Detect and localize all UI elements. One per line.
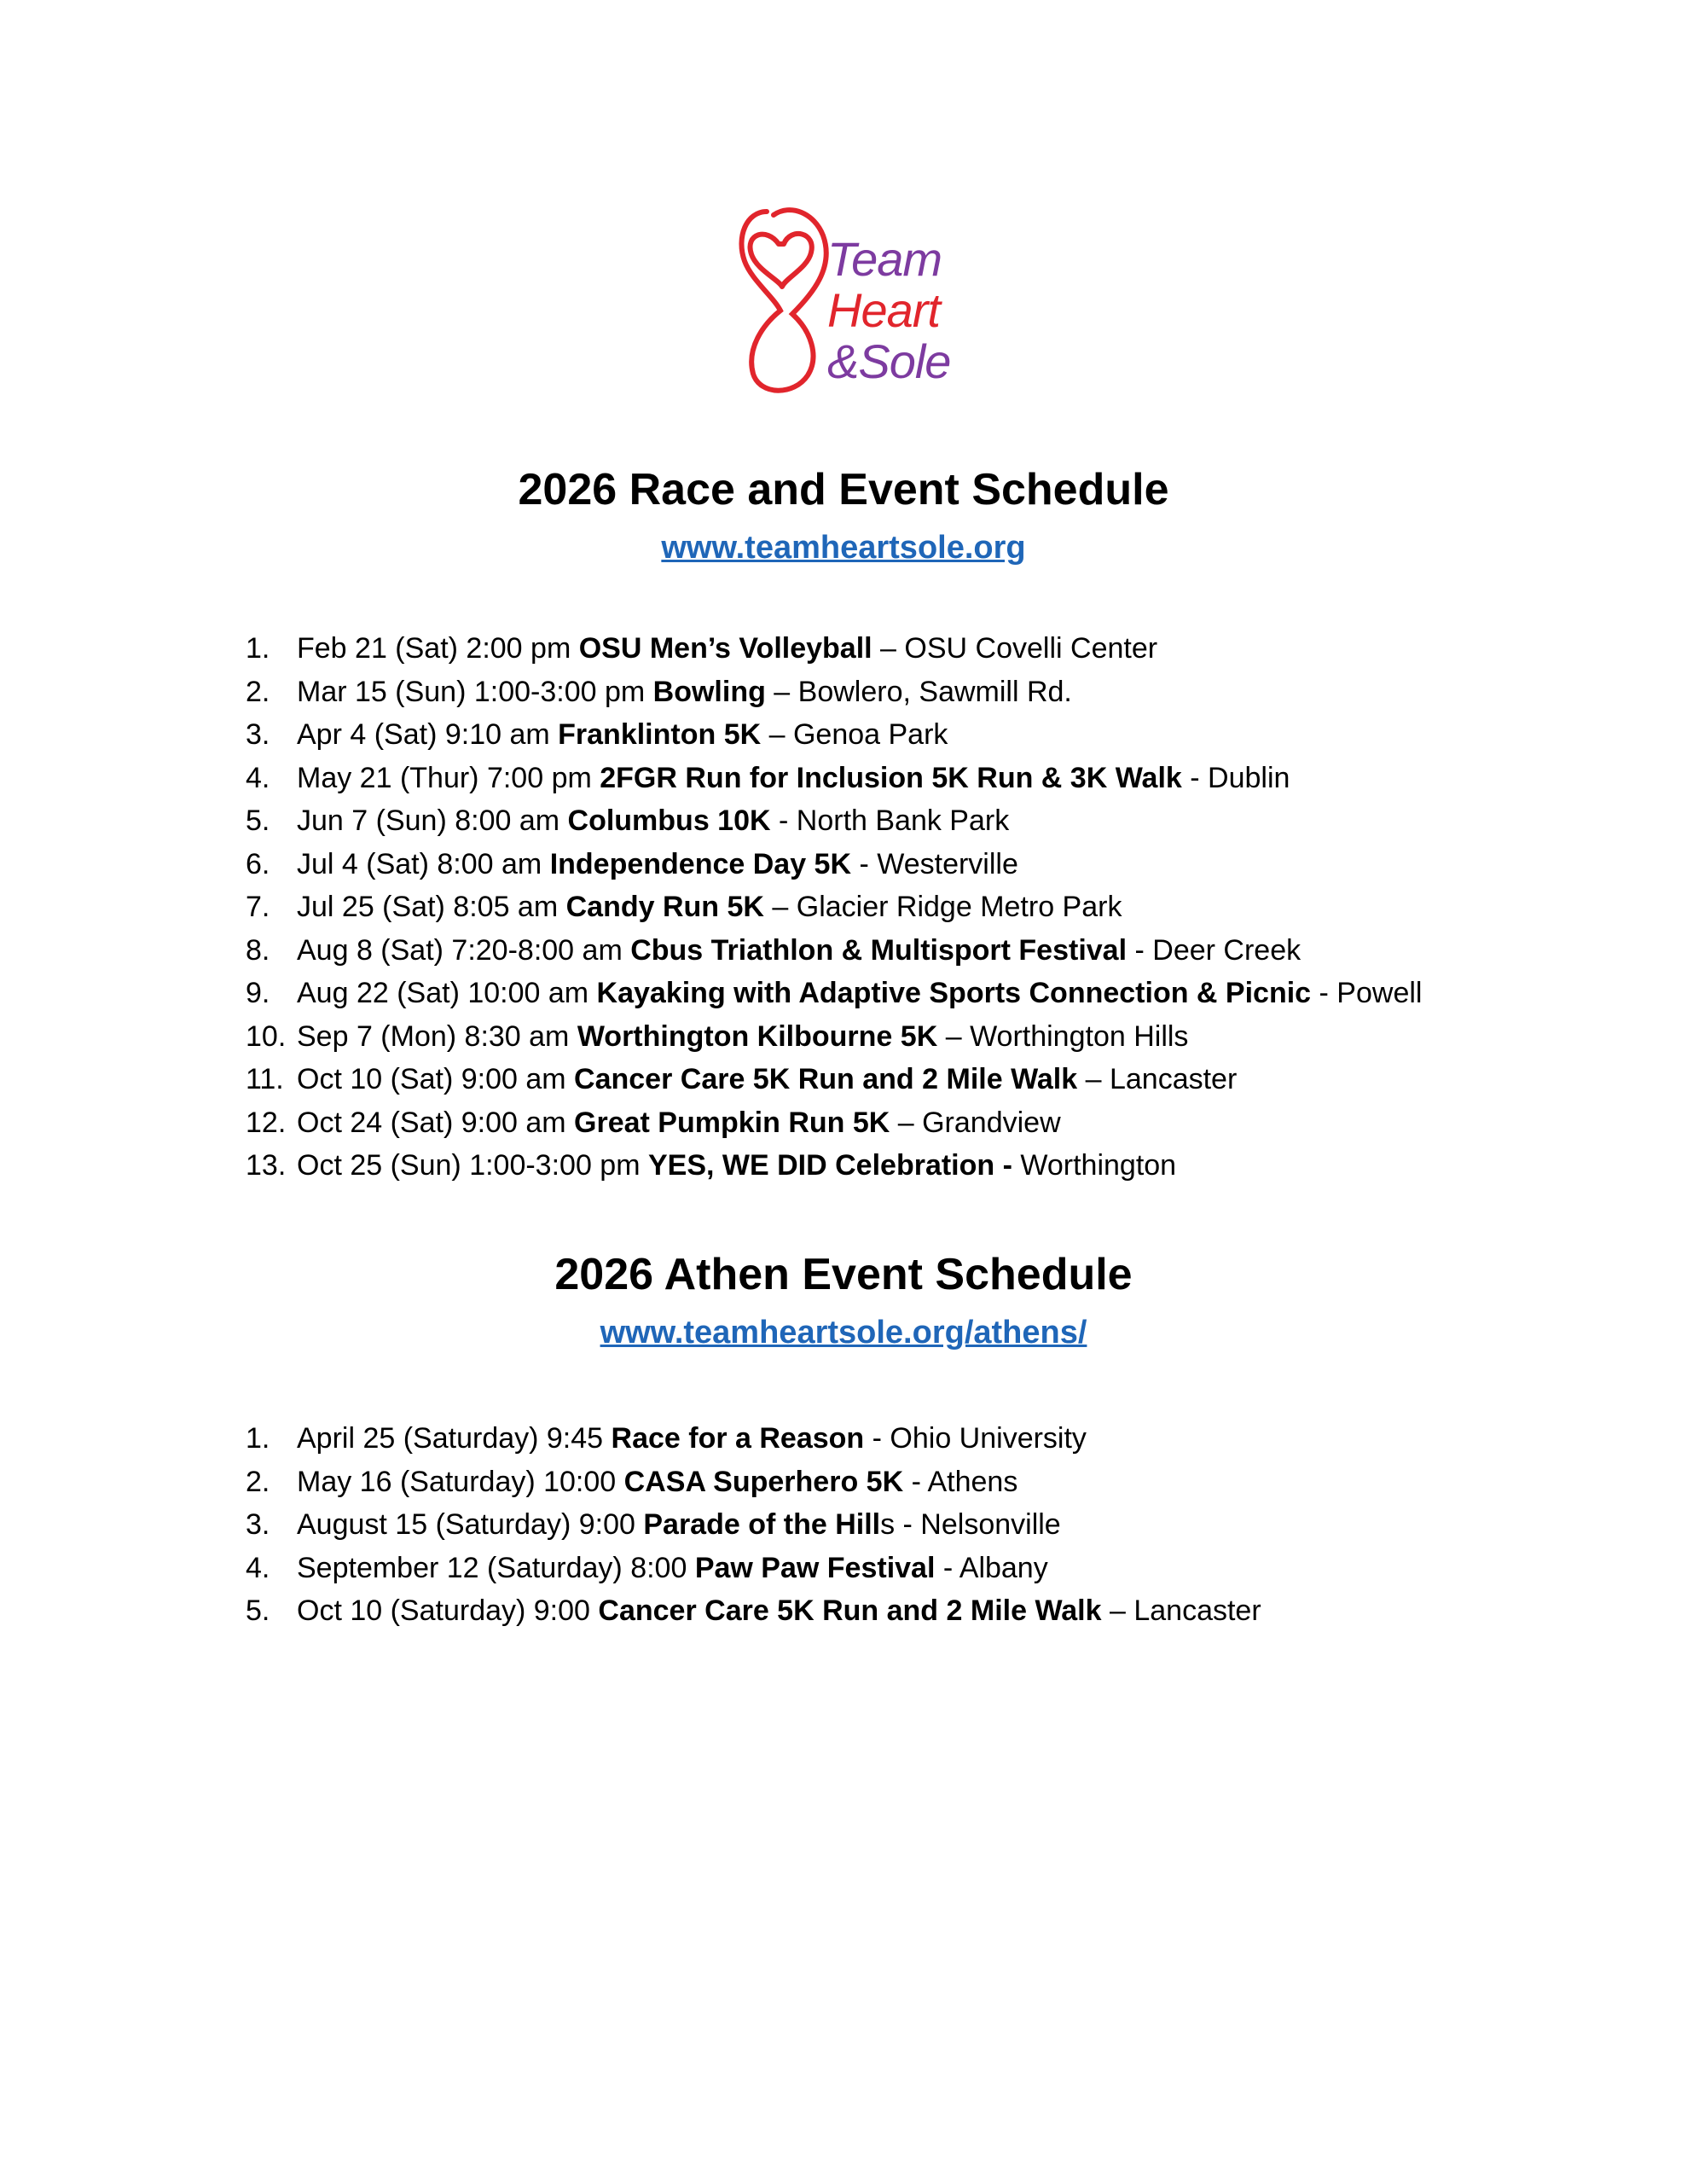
event-date-time: Oct 10 (Saturday) 9:00 <box>297 1594 599 1627</box>
list-item-number: 1. <box>246 1422 270 1455</box>
event-date-time: Jun 7 (Sun) 8:00 am <box>297 804 568 837</box>
list-item-text <box>297 627 1157 671</box>
list-item-number: 1. <box>246 632 270 665</box>
event-name: Columbus 10K <box>567 804 771 837</box>
event-date-time: Oct 10 (Sat) 9:00 am <box>297 1063 575 1095</box>
athens-event-list <box>246 1417 1644 1633</box>
event-name: Worthington Kilbourne 5K <box>577 1019 938 1053</box>
list-item-number: 13. <box>246 1149 287 1182</box>
team-heart-sole-logo <box>729 195 977 399</box>
event-date-time: September 12 (Saturday) 8:00 <box>297 1551 695 1584</box>
event-date-time: Apr 4 (Sat) 9:10 am <box>297 718 559 751</box>
event-date-time: Feb 21 (Sat) 2:00 pm <box>297 632 579 665</box>
logo-line-sole: &Sole <box>827 334 951 388</box>
event-location: – OSU Covelli Center <box>872 632 1158 665</box>
event-location: - Deer Creek <box>1127 933 1301 967</box>
list-item-text <box>297 757 1290 800</box>
list-item-number: 6. <box>246 847 270 880</box>
event-location: Worthington <box>1012 1149 1177 1182</box>
list-item-text <box>297 1058 1237 1101</box>
athens-schedule-link-wrap <box>0 1313 1687 1352</box>
list-item-text <box>297 1144 1176 1188</box>
event-date-time: May 21 (Thur) 7:00 pm <box>297 761 600 794</box>
event-name: Kayaking with Adaptive Sports Connection & Picnic <box>596 977 1312 1009</box>
logo-wordmark <box>827 232 951 389</box>
event-location: - Ohio University <box>864 1422 1087 1455</box>
race-event-list <box>246 627 1644 1188</box>
list-item-number: 11. <box>246 1063 284 1095</box>
list-item-text <box>297 929 1301 973</box>
event-location: – Bowlero, Sawmill Rd. <box>765 675 1072 708</box>
list-item-text <box>297 1547 1048 1590</box>
list-item-number: 4. <box>246 1551 270 1584</box>
event-name: Parade of the Hill <box>643 1508 881 1541</box>
event-name: OSU Men’s Volleyball <box>578 632 872 665</box>
list-item-number: 2. <box>246 1465 270 1498</box>
list-item-number: 9. <box>246 977 270 1009</box>
list-item-number: 7. <box>246 891 270 923</box>
list-item <box>246 713 1644 757</box>
list-item-number: 2. <box>246 675 270 708</box>
event-date-time: May 16 (Saturday) 10:00 <box>297 1465 624 1498</box>
list-item <box>246 627 1644 671</box>
logo-line-team: Team <box>827 232 942 286</box>
teamheartsole-website-link[interactable]: www.teamheartsole.org <box>661 530 1026 566</box>
list-item <box>246 1101 1644 1145</box>
list-item-text <box>297 1015 1188 1059</box>
event-name: Cbus Triathlon & Multisport Festival <box>630 933 1128 967</box>
event-location: – Genoa Park <box>761 718 948 751</box>
event-date-time: Oct 24 (Sat) 9:00 am <box>297 1106 575 1139</box>
list-item-number: 8. <box>246 933 270 967</box>
list-item <box>246 1589 1644 1633</box>
event-name: Race for a Reason <box>611 1422 865 1455</box>
event-date-time: Sep 7 (Mon) 8:30 am <box>297 1019 577 1053</box>
event-date-time: Jul 25 (Sat) 8:05 am <box>297 891 566 923</box>
list-item <box>246 671 1644 714</box>
event-location: – Grandview <box>890 1106 1061 1139</box>
list-item-text <box>297 799 1009 843</box>
event-date-time: Aug 22 (Sat) 10:00 am <box>297 977 597 1009</box>
event-location: s - Nelsonville <box>880 1508 1061 1541</box>
event-date-time: Mar 15 (Sun) 1:00-3:00 pm <box>297 675 653 708</box>
race-schedule-link-wrap <box>0 528 1687 567</box>
event-name: 2FGR Run for Inclusion 5K Run & 3K Walk <box>600 761 1182 794</box>
event-location: - Westerville <box>851 847 1018 880</box>
list-item <box>246 1547 1644 1590</box>
list-item <box>246 1058 1644 1101</box>
list-item <box>246 1503 1644 1547</box>
list-item <box>246 886 1644 929</box>
event-location: - North Bank Park <box>770 804 1010 837</box>
event-name: Cancer Care 5K Run and 2 Mile Walk <box>574 1063 1078 1095</box>
list-item <box>246 1015 1644 1059</box>
list-item-text <box>297 1589 1261 1633</box>
list-item <box>246 799 1644 843</box>
list-item-number: 3. <box>246 718 270 751</box>
event-name: Bowling <box>652 675 766 708</box>
logo-line-heart: Heart <box>827 283 940 337</box>
event-date-time: Oct 25 (Sun) 1:00-3:00 pm <box>297 1149 648 1182</box>
event-location: – Glacier Ridge Metro Park <box>763 891 1122 923</box>
list-item <box>246 757 1644 800</box>
list-item-text <box>297 1503 1061 1547</box>
race-schedule-heading: 2026 Race and Event Schedule <box>518 465 1169 514</box>
list-item-number: 12. <box>246 1106 287 1139</box>
event-location: – Worthington Hills <box>937 1019 1189 1053</box>
list-item-number: 5. <box>246 1594 270 1627</box>
list-item <box>246 972 1644 1015</box>
event-name: Independence Day 5K <box>549 847 852 880</box>
athens-website-link[interactable]: www.teamheartsole.org/athens/ <box>600 1315 1087 1350</box>
event-name: Franklinton 5K <box>558 718 762 751</box>
event-location: – Lancaster <box>1077 1063 1238 1095</box>
list-item <box>246 1417 1644 1461</box>
event-date-time: April 25 (Saturday) 9:45 <box>297 1422 612 1455</box>
list-item-text <box>297 886 1122 929</box>
event-date-time: Aug 8 (Sat) 7:20-8:00 am <box>297 933 631 967</box>
list-item-text <box>297 1101 1061 1145</box>
list-item <box>246 1461 1644 1504</box>
event-location: – Lancaster <box>1101 1594 1261 1627</box>
list-item <box>246 929 1644 973</box>
list-item-text <box>297 713 948 757</box>
event-name: Great Pumpkin Run 5K <box>574 1106 890 1139</box>
list-item-text <box>297 1417 1087 1461</box>
list-item <box>246 843 1644 886</box>
event-name: YES, WE DID Celebration - <box>647 1149 1012 1182</box>
event-location: - Albany <box>935 1551 1048 1584</box>
list-item-number: 5. <box>246 804 270 837</box>
list-item-text <box>297 843 1018 886</box>
event-name: Candy Run 5K <box>565 891 764 923</box>
event-name: Cancer Care 5K Run and 2 Mile Walk <box>598 1594 1102 1627</box>
event-location: - Dublin <box>1181 761 1290 794</box>
event-date-time: August 15 (Saturday) 9:00 <box>297 1508 644 1541</box>
list-item-text <box>297 671 1072 714</box>
event-name: CASA Superhero 5K <box>623 1465 904 1498</box>
list-item <box>246 1144 1644 1188</box>
list-item-text <box>297 1461 1017 1504</box>
list-item-text <box>297 972 1422 1015</box>
event-date-time: Jul 4 (Sat) 8:00 am <box>297 847 550 880</box>
event-name: Paw Paw Festival <box>694 1551 936 1584</box>
event-location: - Athens <box>903 1465 1018 1498</box>
list-item-number: 10. <box>246 1019 287 1053</box>
list-item-number: 3. <box>246 1508 270 1541</box>
list-item-number: 4. <box>246 761 270 794</box>
athens-schedule-heading: 2026 Athen Event Schedule <box>554 1250 1133 1299</box>
event-location: - Powell <box>1311 977 1423 1009</box>
